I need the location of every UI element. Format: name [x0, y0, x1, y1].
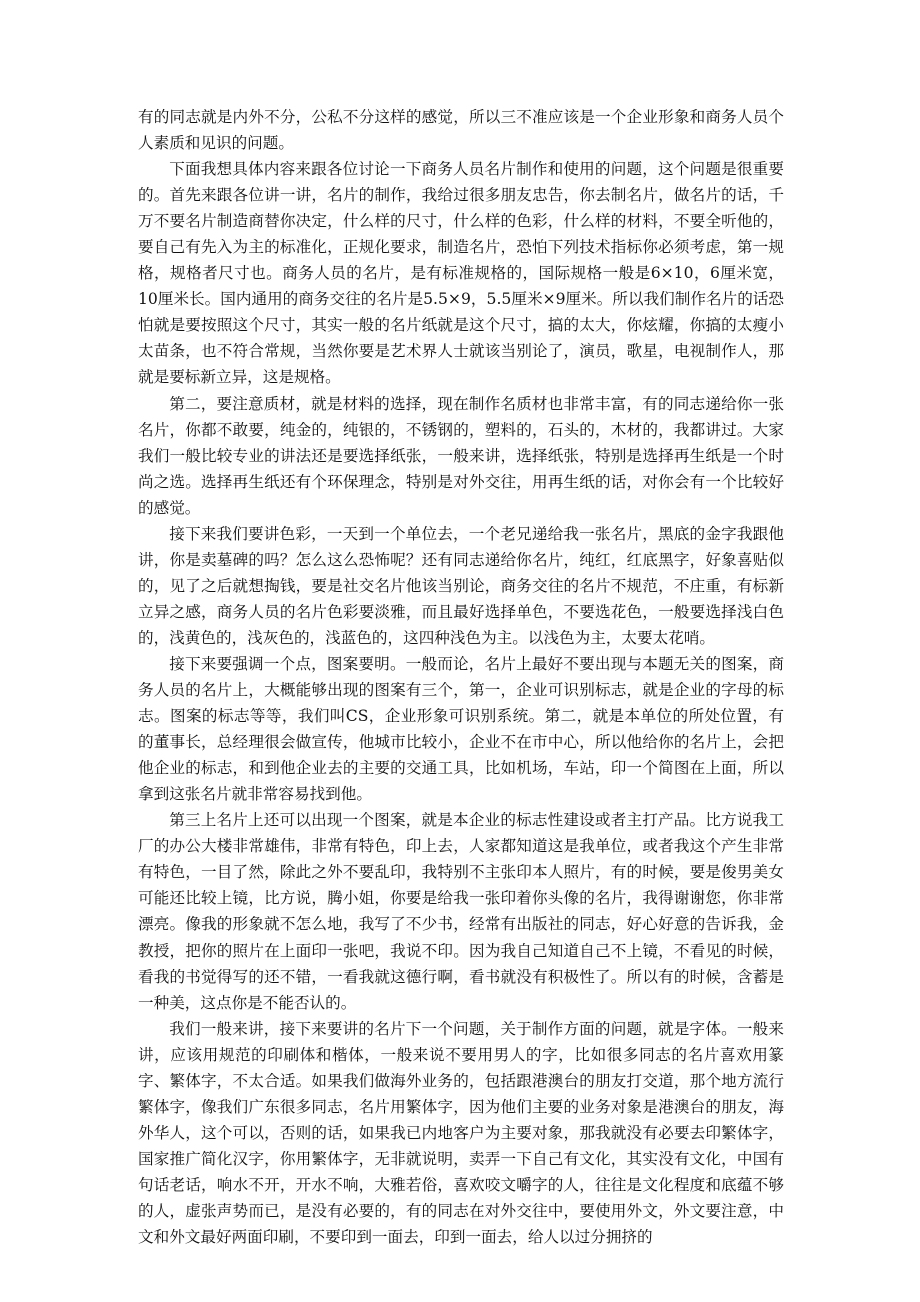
document-page: [138, 104, 784, 1250]
paragraph-card-font: 我们一般来讲，接下来要讲的名片下一个问题，关于制作方面的问题，就是字体。一般来讲，应该用规范的印刷体和楷体，一般来说不要用男人的字，比如很多同志的名片喜欢用篆字、繁体字，不太合适。如果我们做海外业务的，包括跟港澳台的朋友打交道，那个地方流行繁体字，像我们广东很多同志，名片用繁体字，因为他们主要的业务对象是港澳台的朋友，海外华人，这个可以，否则的话，如果我已内地客户为主要对象，那我就没有必要去印繁体字，国家推广简化汉字，你用繁体字，无非就说明，卖弄一下自己有文化，其实没有文化，中国有句话老话，响水不开，开水不响，大雅若俗，喜欢咬文嚼字的人，往往是文化程度和底蕴不够的人，虚张声势而已，是没有必要的，有的同志在对外交往中，要使用外文，外文要注意，中文和外文最好两面印刷，不要印到一面去，印到一面去，给人以过分拥挤的: [138, 1019, 784, 1247]
paragraph-card-material: 第二，要注意质材，就是材料的选择，现在制作名质材也非常丰富，有的同志递给你一张名片，你都不敢要，纯金的，纯银的，不锈钢的，塑料的，石头的，木材的，我都讲过。大家我们一般比较专业的讲法还是要选择纸张，一般来讲，选择纸张，特别是选择再生纸是一个时尚之选。选择再生纸还有个环保理念，特别是对外交往，用再生纸的话，对你会有一个比较好的感觉。: [138, 394, 784, 517]
paragraph-card-size: 下面我想具体内容来跟各位讨论一下商务人员名片制作和使用的问题，这个问题是很重要的。首先来跟各位讲一讲，名片的制作，我给过很多朋友忠告，你去制名片，做名片的话，千万不要名片制造商替你决定，什么样的尺寸，什么样的色彩，什么样的材料，不要全听他的，要自己有先入为主的标准化，正规化要求，制造名片，恐怕下列技术指标你必须考虑，第一规格，规格者尺寸也。商务人员的名片，是有标准规格的，国际规格一般是6×10，6厘米宽，10厘米长。国内通用的商务交往的名片是5.5×9，5.5厘米×9厘米。所以我们制作名片的话恐怕就是要按照这个尺寸，其实一般的名片纸就是这个尺寸，搞的太大，你炫耀，你搞的太瘦小太苗条，也不符合常规，当然你要是艺术界人士就该当别论了，演员，歌星，电视制作人，那就是要标新立异，这是规格。: [138, 160, 784, 387]
paragraph-card-color: 接下来我们要讲色彩，一天到一个单位去，一个老兄递给我一张名片，黑底的金字我跟他讲，你是卖墓碑的吗？怎么这么恐怖呢？还有同志递给你名片，纯红，红底黑字，好象喜贴似的，见了之后就想掏钱，要是社交名片他该当别论，商务交往的名片不规范，不庄重，有标新立异之感，商务人员的名片色彩要淡雅，而且最好选择单色，不要选花色，一般要选择浅白色的，浅黄色的，浅灰色的，浅蓝色的，这四种浅色为主。以浅色为主，太要太花哨。: [138, 524, 784, 647]
paragraph-card-pattern: 接下来要强调一个点，图案要明。一般而论，名片上最好不要出现与本题无关的图案，商务人员的名片上，大概能够出现的图案有三个，第一，企业可识别标志，就是企业的字母的标志。图案的标志等等，我们叫CS，企业形象可识别系统。第二，就是本单位的所处位置，有的董事长，总经理很会做宣传，他城市比较小，企业不在市中心，所以他给你的名片上，会把他企业的标志，和到他企业去的主要的交通工具，比如机场，车站，印一个简图在上面，所以拿到这张名片就非常容易找到他。: [138, 654, 784, 804]
paragraph-card-photo: 第三上名片上还可以出现一个图案，就是本企业的标志性建设或者主打产品。比方说我工厂的办公大楼非常雄伟，非常有特色，印上去，人家都知道这是我单位，或者我这个产生非常有特色，一目了然，除此之外不要乱印，我特别不主张印本人照片，有的时候，要是俊男美女可能还比较上镜，比方说，腾小姐，你要是给我一张印着你头像的名片，我得谢谢您，你非常漂亮。像我的形象就不怎么地，我写了不少书，经常有出版社的同志，好心好意的告诉我，金教授，把你的照片在上面印一张吧，我说不印。因为我自己知道自己不上镜，不看见的时候，看我的书觉得写的还不错，一看我就这德行啊，看书就没有积极性了。所以有的时候，含蓄是一种美，这点你是不能否认的。: [138, 811, 784, 1012]
paragraph-continuation: 有的同志就是内外不分，公私不分这样的感觉，所以三不准应该是一个企业形象和商务人员个人素质和见识的问题。: [138, 108, 784, 153]
